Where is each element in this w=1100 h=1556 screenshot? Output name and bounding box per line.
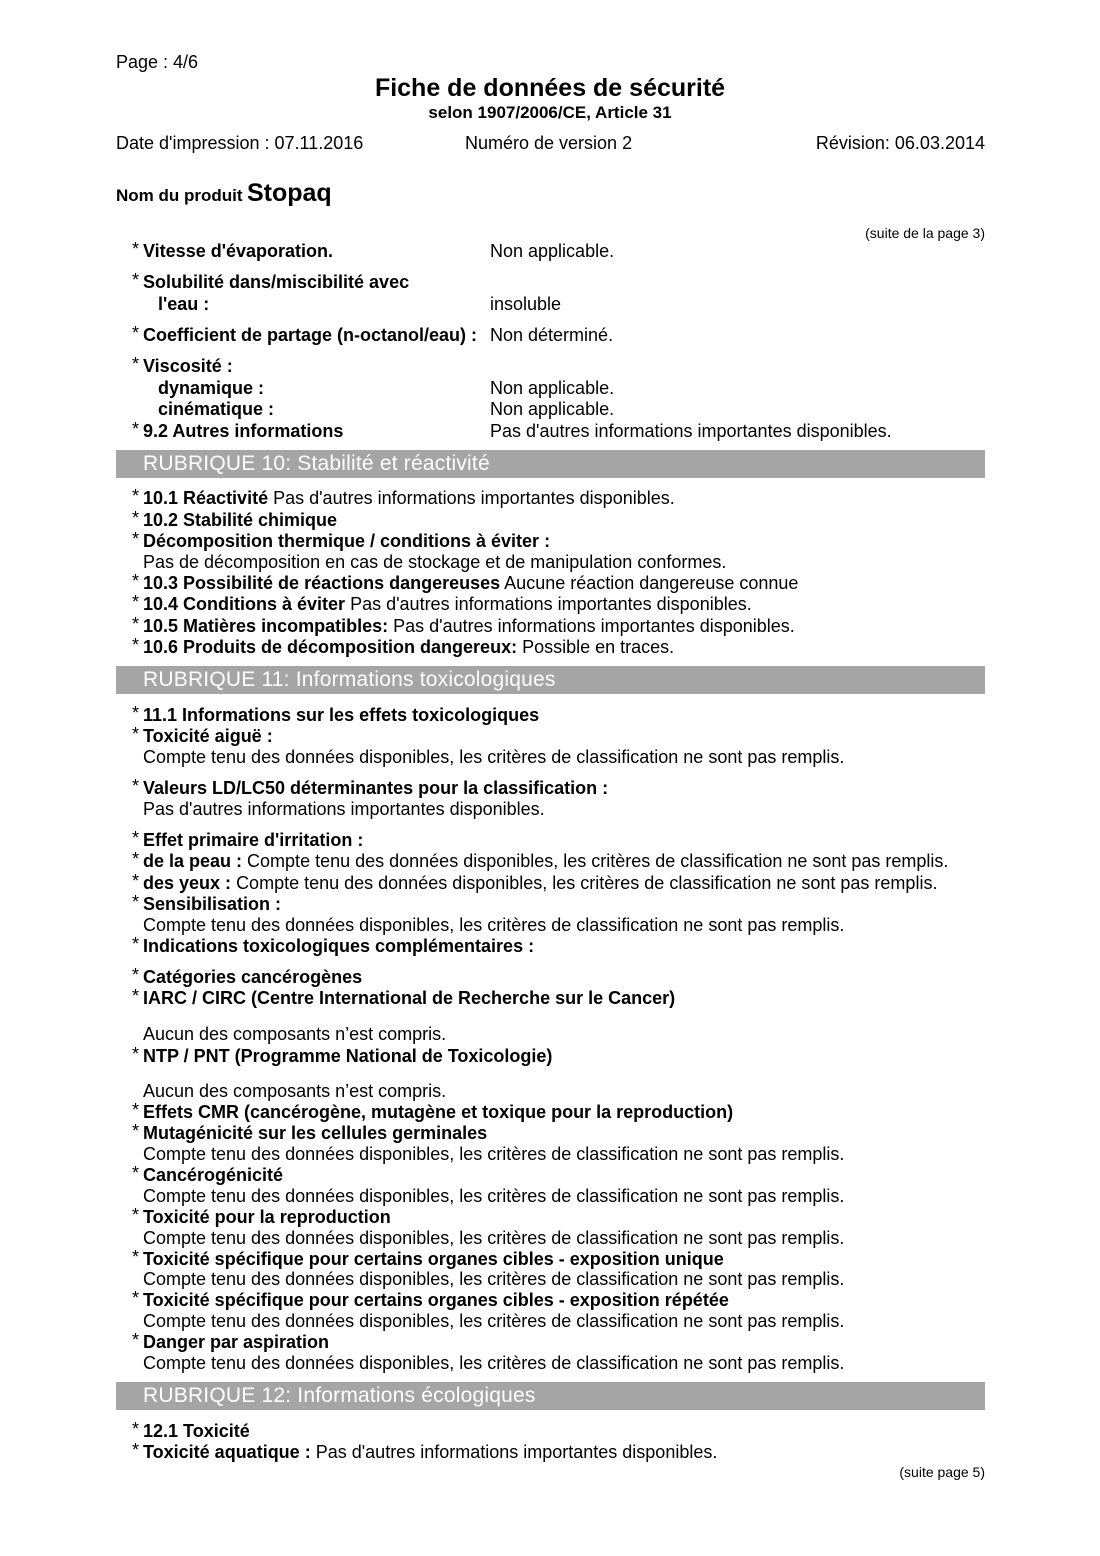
change-marker: *: [132, 1440, 140, 1460]
print-date: Date d'impression : 07.11.2016: [116, 133, 364, 153]
acute-toxicity-label: Toxicité aiguë :: [143, 726, 273, 746]
change-marker: *: [132, 934, 140, 954]
additional-information-row: [132, 934, 535, 957]
ntp-value: Aucun des composants n’est compris.: [143, 1081, 447, 1101]
incompatible-materials-row: [132, 614, 795, 637]
change-marker: *: [132, 1288, 140, 1308]
change-marker: *: [132, 871, 140, 891]
carcinogenic-categories-label: Catégories cancérogènes: [143, 967, 363, 987]
aspiration-hazard-label: Danger par aspiration: [143, 1332, 330, 1352]
decomposition-products-value: Possible en traces.: [522, 637, 675, 657]
change-marker: *: [132, 776, 140, 796]
decomposition-products-row: [132, 635, 675, 658]
conditions-to-avoid-label: 10.4 Conditions à éviter: [143, 594, 346, 614]
change-marker: *: [132, 239, 140, 259]
conditions-to-avoid-row: [132, 592, 752, 615]
change-marker: *: [132, 614, 140, 634]
carcinogenicity-value: Compte tenu des données disponibles, les critères de classification ne sont pas remplis.: [143, 1186, 845, 1206]
section-12-title: RUBRIQUE 12: Informations écologiques: [143, 1384, 536, 1407]
document-title: Fiche de données de sécurité: [374, 74, 726, 102]
iarc-row: [132, 986, 676, 1009]
aquatic-toxicity-row: [132, 1440, 718, 1463]
additional-information-label: Indications toxicologiques complémentaires :: [143, 936, 535, 956]
change-marker: *: [132, 323, 140, 343]
product-name: Stopaq: [246, 179, 332, 207]
product-label: Nom du produit: [116, 186, 243, 205]
change-marker: *: [132, 1100, 140, 1120]
viscosity-kinematic-row: [143, 399, 615, 420]
hazardous-reactions-label: 10.3 Possibilité de réactions dangereuses: [143, 573, 501, 593]
carcinogenicity-row: [132, 1163, 284, 1186]
sensitisation-label: Sensibilisation :: [143, 894, 282, 914]
change-marker: *: [132, 1205, 140, 1225]
change-marker: *: [132, 1121, 140, 1141]
decomposition-products-label: 10.6 Produits de décomposition dangereux:: [143, 637, 518, 657]
other-information-value: Pas d'autres informations importantes disponibles.: [490, 421, 892, 441]
evaporation-rate-row: [132, 239, 615, 262]
product-row: [116, 178, 332, 212]
skin-label: de la peau :: [143, 851, 243, 871]
change-marker: *: [132, 892, 140, 912]
viscosity-dynamic-value: Non applicable.: [490, 378, 615, 398]
change-marker: *: [132, 571, 140, 591]
solubility-water-label: l'eau :: [158, 294, 210, 314]
reactivity-value: Pas d'autres informations importantes disponibles.: [273, 488, 675, 508]
change-marker: *: [132, 1247, 140, 1267]
viscosity-kinematic-label: cinématique :: [158, 399, 275, 419]
ntp-row: [132, 1044, 553, 1067]
iarc-value: Aucun des composants n’est compris.: [143, 1024, 447, 1044]
skin-row: [132, 849, 949, 872]
chemical-stability-label: 10.2 Stabilité chimique: [143, 510, 338, 530]
eyes-row: [132, 871, 938, 894]
reproductive-toxicity-label: Toxicité pour la reproduction: [143, 1207, 391, 1227]
ntp-label: NTP / PNT (Programme National de Toxicologie): [143, 1046, 553, 1066]
change-marker: *: [132, 965, 140, 985]
change-marker: *: [132, 508, 140, 528]
reproductive-toxicity-value: Compte tenu des données disponibles, les critères de classification ne sont pas remplis.: [143, 1228, 845, 1248]
change-marker: *: [132, 1044, 140, 1064]
thermal-decomposition-row: [132, 529, 551, 552]
eyes-label: des yeux :: [143, 873, 232, 893]
solubility-row: [132, 270, 410, 293]
incompatible-materials-value: Pas d'autres informations importantes disponibles.: [393, 616, 795, 636]
aquatic-toxicity-value: Pas d'autres informations importantes disponibles.: [315, 1442, 718, 1462]
eco-toxicity-label: 12.1 Toxicité: [143, 1421, 250, 1441]
stot-repeated-row: [132, 1288, 729, 1311]
aspiration-hazard-row: [132, 1330, 330, 1353]
conditions-to-avoid-value: Pas d'autres informations importantes disponibles.: [350, 594, 752, 614]
primary-irritant-effect-row: [132, 828, 364, 851]
revision-date: Révision: 06.03.2014: [815, 133, 985, 153]
continued-on-note: (suite page 5): [899, 1464, 985, 1480]
aspiration-hazard-value: Compte tenu des données disponibles, les critères de classification ne sont pas remplis.: [143, 1353, 845, 1373]
thermal-decomposition-label: Décomposition thermique / conditions à éviter :: [143, 531, 551, 551]
primary-irritant-effect-label: Effet primaire d'irritation :: [143, 830, 364, 850]
partition-coefficient-row: [132, 323, 614, 346]
stot-repeated-value: Compte tenu des données disponibles, les critères de classification ne sont pas remplis.: [143, 1311, 845, 1331]
viscosity-kinematic-value: Non applicable.: [490, 399, 615, 419]
change-marker: *: [132, 419, 140, 439]
solubility-label: Solubilité dans/miscibilité avec: [143, 272, 410, 292]
viscosity-dynamic-row: [143, 378, 615, 399]
acute-toxicity-row: [132, 724, 273, 747]
change-marker: *: [132, 849, 140, 869]
change-marker: *: [132, 529, 140, 549]
change-marker: *: [132, 703, 140, 723]
section-11-header: [116, 666, 985, 694]
reproductive-toxicity-row: [132, 1205, 391, 1228]
section-11-title: RUBRIQUE 11: Informations toxicologiques: [143, 668, 556, 691]
viscosity-label: Viscosité :: [143, 356, 233, 376]
stot-single-row: [132, 1247, 724, 1270]
change-marker: *: [132, 724, 140, 744]
cmr-effects-row: [132, 1100, 734, 1123]
carcinogenicity-label: Cancérogénicité: [143, 1165, 284, 1185]
eyes-value: Compte tenu des données disponibles, les critères de classification ne sont pas remplis.: [236, 873, 938, 893]
page-number: Page : 4/6: [116, 52, 199, 72]
carcinogenic-categories-row: [132, 965, 363, 988]
other-information-label: 9.2 Autres informations: [143, 421, 344, 441]
ld-lc50-value: Pas d'autres informations importantes disponibles.: [143, 799, 545, 819]
stot-repeated-label: Toxicité spécifique pour certains organes cibles - exposition répétée: [143, 1290, 729, 1310]
incompatible-materials-label: 10.5 Matières incompatibles:: [143, 616, 389, 636]
section-10-header: [116, 450, 985, 478]
partition-coefficient-value: Non déterminé.: [490, 325, 614, 345]
other-information-row: [132, 419, 892, 442]
sensitisation-value: Compte tenu des données disponibles, les critères de classification ne sont pas remplis.: [143, 915, 845, 935]
chemical-stability-row: [132, 508, 338, 531]
partition-coefficient-label: Coefficient de partage (n-octanol/eau) :: [143, 325, 478, 345]
change-marker: *: [132, 828, 140, 848]
ld-lc50-label: Valeurs LD/LC50 déterminantes pour la classification :: [143, 778, 609, 798]
change-marker: *: [132, 1163, 140, 1183]
aquatic-toxicity-label: Toxicité aquatique :: [143, 1442, 311, 1462]
section-10-title: RUBRIQUE 10: Stabilité et réactivité: [143, 452, 490, 475]
effects-information-label: 11.1 Informations sur les effets toxicologiques: [143, 705, 540, 725]
iarc-label: IARC / CIRC (Centre International de Recherche sur le Cancer): [143, 988, 676, 1008]
continued-from-note: (suite de la page 3): [865, 225, 985, 241]
change-marker: *: [132, 635, 140, 655]
viscosity-row: [132, 354, 233, 377]
solubility-water-row: [143, 294, 562, 315]
stot-single-label: Toxicité spécifique pour certains organes cibles - exposition unique: [143, 1249, 724, 1269]
germ-cell-mutagenicity-row: [132, 1121, 488, 1144]
germ-cell-mutagenicity-label: Mutagénicité sur les cellules germinales: [143, 1123, 488, 1143]
solubility-value: insoluble: [490, 294, 562, 314]
change-marker: *: [132, 592, 140, 612]
change-marker: *: [132, 1330, 140, 1350]
hazardous-reactions-row: [132, 571, 799, 594]
cmr-effects-label: Effets CMR (cancérogène, mutagène et toxique pour la reproduction): [143, 1102, 734, 1122]
version-number: Numéro de version 2: [465, 133, 633, 153]
reactivity-row: [132, 486, 675, 509]
change-marker: *: [132, 986, 140, 1006]
effects-information-row: [132, 703, 540, 726]
thermal-decomposition-value: Pas de décomposition en cas de stockage et de manipulation conformes.: [143, 552, 727, 572]
acute-toxicity-value: Compte tenu des données disponibles, les critères de classification ne sont pas remplis.: [143, 747, 845, 767]
germ-cell-mutagenicity-value: Compte tenu des données disponibles, les critères de classification ne sont pas remplis.: [143, 1144, 845, 1164]
skin-value: Compte tenu des données disponibles, les critères de classification ne sont pas remplis.: [247, 851, 949, 871]
ld-lc50-row: [132, 776, 609, 799]
hazardous-reactions-value: Aucune réaction dangereuse connue: [504, 573, 799, 593]
change-marker: *: [132, 270, 140, 290]
document-subtitle: selon 1907/2006/CE, Article 31: [428, 103, 672, 122]
reactivity-label: 10.1 Réactivité: [143, 488, 269, 508]
section-12-header: [116, 1382, 985, 1410]
change-marker: *: [132, 1419, 140, 1439]
evaporation-rate-label: Vitesse d'évaporation.: [143, 241, 334, 261]
eco-toxicity-row: [132, 1419, 250, 1442]
change-marker: *: [132, 354, 140, 374]
evaporation-rate-value: Non applicable.: [490, 241, 615, 261]
viscosity-dynamic-label: dynamique :: [158, 378, 265, 398]
change-marker: *: [132, 486, 140, 506]
sensitisation-row: [132, 892, 282, 915]
stot-single-value: Compte tenu des données disponibles, les critères de classification ne sont pas remplis.: [143, 1269, 845, 1289]
